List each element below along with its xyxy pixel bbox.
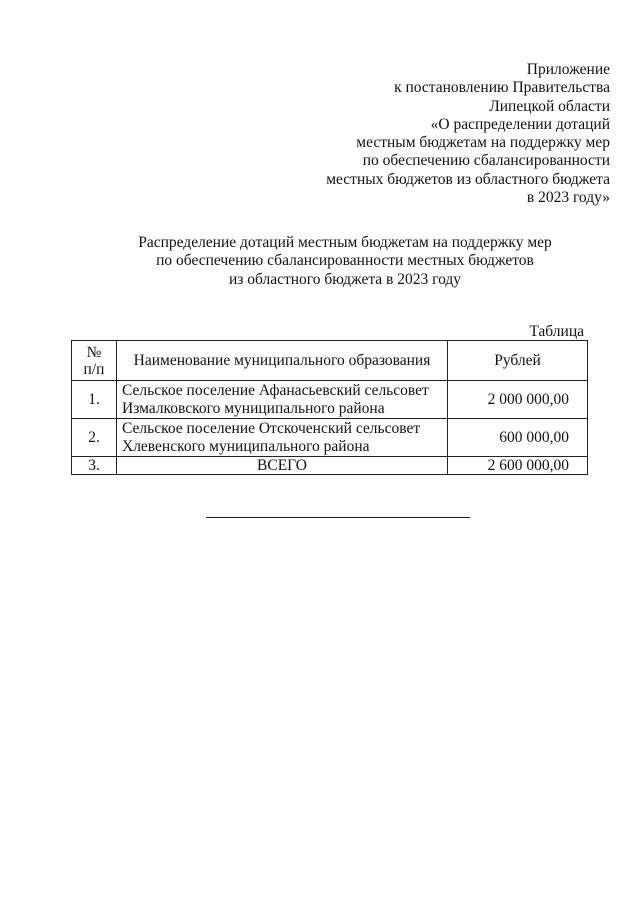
row-sum: 600 000,00 <box>448 419 588 457</box>
header-line: к постановлению Правительства <box>394 79 610 97</box>
title-line: из областного бюджета в 2023 году <box>228 270 462 288</box>
header-line: «О распределении дотаций <box>430 115 610 133</box>
header-num-cell <box>72 341 117 381</box>
row-num: 1. <box>72 381 117 419</box>
row-name <box>117 381 448 419</box>
table-row <box>72 381 588 419</box>
row-sum: 2 000 000,00 <box>448 381 588 419</box>
row-name-line1: Сельское поселение Афанасьевский сельсовет <box>122 381 429 399</box>
header-line: по обеспечению сбалансированности <box>362 152 610 170</box>
header-line: местным бюджетам на поддержку мер <box>356 134 610 152</box>
appendix-header <box>280 61 610 207</box>
header-sum-cell: Рублей <box>448 341 588 381</box>
header-line: Приложение <box>526 61 610 78</box>
header-line: в 2023 году» <box>526 189 610 207</box>
document-title <box>0 234 640 289</box>
title-line: Распределение дотаций местным бюджетам на поддержку мер <box>138 234 552 251</box>
total-label: ВСЕГО <box>117 457 448 475</box>
header-num-symbol: № <box>86 343 102 361</box>
row-num: 2. <box>72 419 117 457</box>
header-name-cell: Наименование муниципального образования <box>117 341 448 381</box>
header-num-abbr: п/п <box>83 360 105 378</box>
row-name <box>117 419 448 457</box>
row-name-line1: Сельское поселение Отскоченский сельсовет <box>122 419 421 437</box>
title-line: по обеспечению сбалансированности местных бюджетов <box>156 252 534 270</box>
header-line: местных бюджетов из областного бюджета <box>326 170 610 188</box>
row-name-line2: Хлевенского муниципального района <box>122 437 370 455</box>
row-name-line2: Измалковского муниципального района <box>122 399 385 417</box>
total-sum: 2 600 000,00 <box>448 457 588 475</box>
table-caption: Таблица <box>529 323 584 340</box>
total-num: 3. <box>72 457 117 475</box>
table-row <box>72 419 588 457</box>
subsidy-table <box>71 340 588 475</box>
table-total-row <box>72 457 588 475</box>
table-header-row <box>72 341 588 381</box>
header-line: Липецкой области <box>489 97 610 115</box>
closing-rule <box>206 517 470 518</box>
